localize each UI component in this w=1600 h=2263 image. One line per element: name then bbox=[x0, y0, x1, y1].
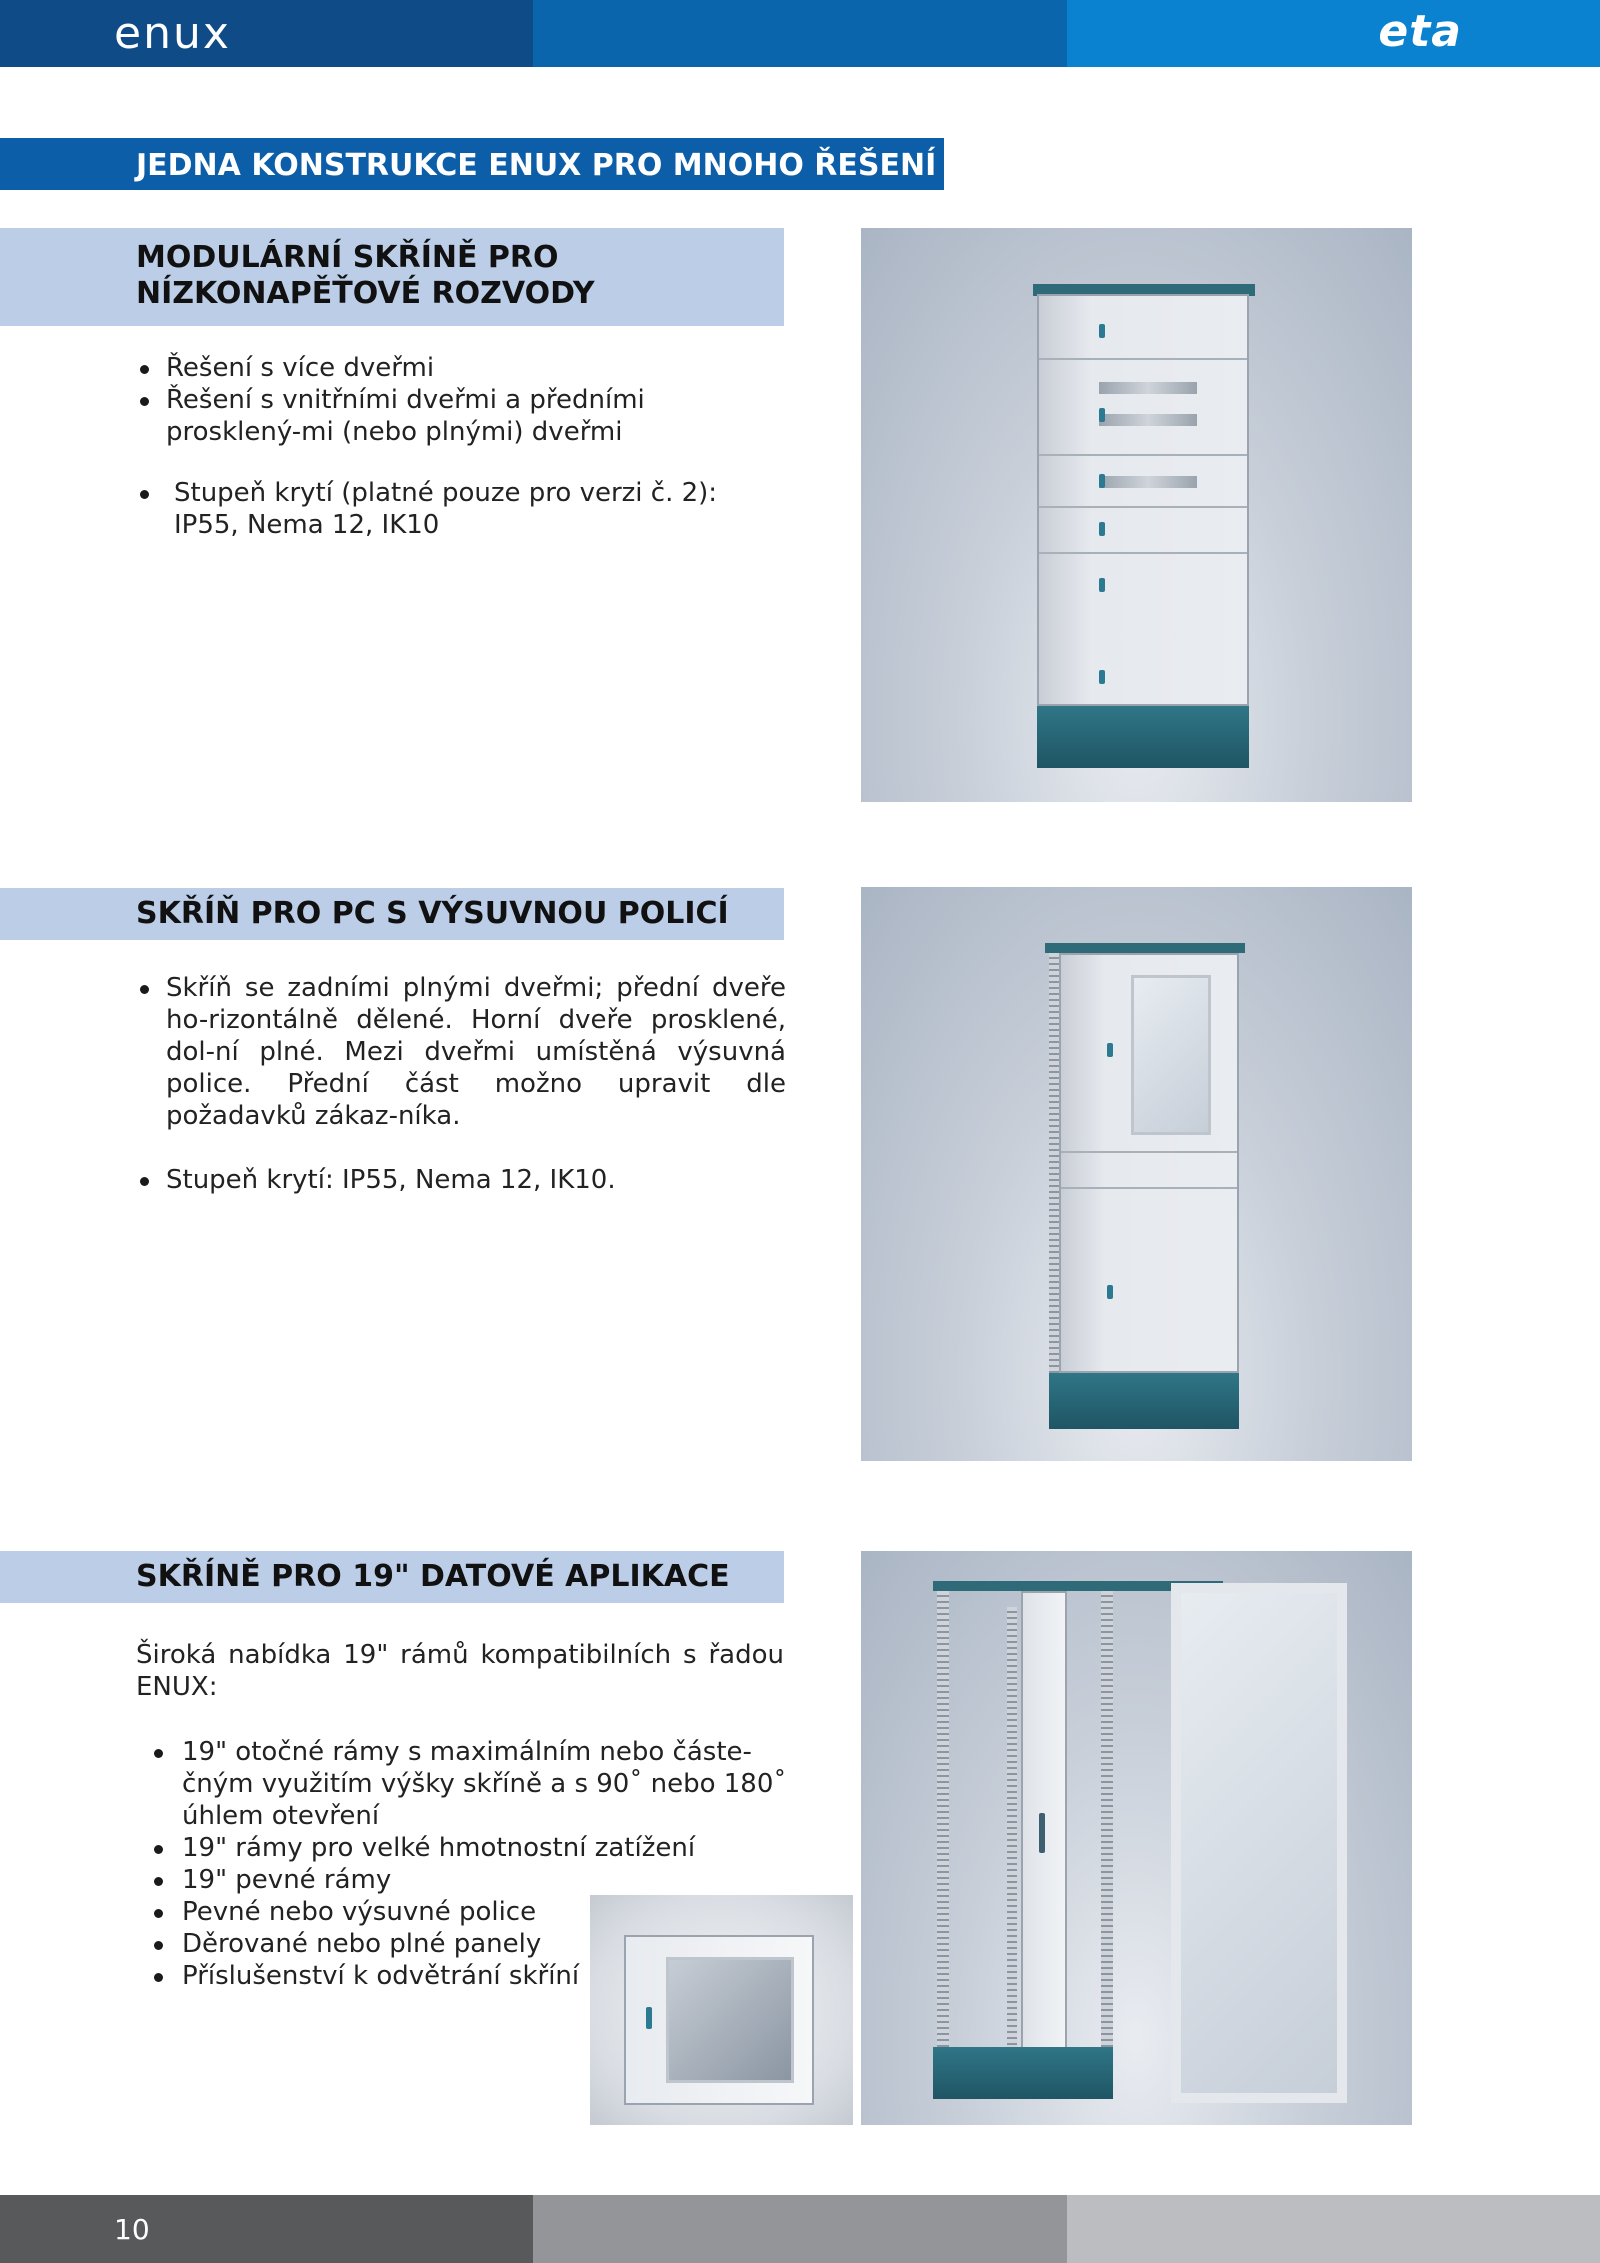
header-bar bbox=[0, 0, 1600, 67]
footer-bar bbox=[0, 2195, 1600, 2263]
swing-frame-rail bbox=[1007, 1607, 1017, 2047]
section-heading-modular bbox=[0, 228, 784, 326]
list-item: Stupeň krytí: IP55, Nema 12, IK10. bbox=[136, 1164, 786, 1196]
page-title-bar bbox=[0, 138, 944, 190]
door-handle-icon bbox=[1099, 670, 1105, 684]
cabinet-roof bbox=[1045, 943, 1245, 953]
page-number: 10 bbox=[114, 2213, 150, 2246]
open-glass-door bbox=[1171, 1583, 1347, 2103]
door-handle-icon bbox=[1099, 474, 1105, 488]
door-handle-icon bbox=[1099, 408, 1105, 422]
vent-slot bbox=[1099, 414, 1197, 426]
list-item: Skříň se zadními plnými dveřmi; přední dveře ho-rizontálně dělené. Horní dveře prosklené, dol-ní plné. Mezi dveřmi umístěná výsuvná police. Přední část možno upravit dle požadavků zákaz-níka. bbox=[136, 972, 786, 1132]
bullet-list-pc-cabinet bbox=[136, 972, 786, 1132]
door-handle-icon bbox=[1099, 578, 1105, 592]
list-item: 19" rámy pro velké hmotnostní zatížení bbox=[150, 1832, 790, 1864]
footer-segment-right bbox=[1067, 2195, 1600, 2263]
enux-logo: enux bbox=[114, 8, 231, 59]
door-divider bbox=[1039, 552, 1247, 554]
wall-cabinet-photo bbox=[590, 1895, 853, 2125]
cabinet-plinth bbox=[1037, 706, 1249, 768]
door-handle-icon bbox=[1099, 522, 1105, 536]
door-divider bbox=[1039, 506, 1247, 508]
vent-slot bbox=[1099, 476, 1197, 488]
section-heading-text: MODULÁRNÍ SKŘÍNĚ PRO NÍZKONAPĚŤOVÉ ROZVODY bbox=[136, 240, 595, 311]
list-item: Příslušenství k odvětrání skříní bbox=[150, 1960, 790, 1992]
vent-slot bbox=[1099, 382, 1197, 394]
glass-door-window bbox=[1131, 975, 1211, 1135]
list-item: Řešení s vnitřními dveřmi a předními prosklený-mi (nebo plnými) dveřmi bbox=[136, 384, 786, 448]
door-handle-icon bbox=[1107, 1043, 1113, 1057]
bullet-list-pc-protection bbox=[136, 1164, 786, 1196]
door-handle-icon bbox=[1107, 1285, 1113, 1299]
modular-cabinet-photo bbox=[861, 228, 1412, 802]
list-item: 19" pevné rámy bbox=[150, 1864, 790, 1896]
bullet-list-modular bbox=[136, 352, 786, 448]
list-item: Stupeň krytí (platné pouze pro verzi č. 2): IP55, Nema 12, IK10 bbox=[136, 477, 786, 541]
glass-door-window bbox=[666, 1957, 794, 2083]
cabinet-body bbox=[1059, 953, 1239, 1373]
data-rack-photo bbox=[861, 1551, 1412, 2125]
door-handle-icon bbox=[646, 2007, 652, 2029]
intro-paragraph-19inch: Široká nabídka 19" rámů kompatibilních s řadou ENUX: bbox=[136, 1640, 784, 1702]
door-handle-icon bbox=[1099, 324, 1105, 338]
header-segment-left bbox=[0, 0, 533, 67]
list-item: Pevné nebo výsuvné police bbox=[150, 1896, 790, 1928]
page-title: JEDNA KONSTRUKCE ENUX PRO MNOHO ŘEŠENÍ bbox=[136, 148, 937, 183]
bullet-list-modular-protection bbox=[136, 477, 786, 541]
section-heading-pc-cabinet bbox=[0, 888, 784, 940]
header-segment-right bbox=[1067, 0, 1600, 67]
list-item: Řešení s více dveřmi bbox=[136, 352, 786, 384]
footer-segment-middle bbox=[533, 2195, 1067, 2263]
door-divider bbox=[1061, 1151, 1237, 1153]
list-item: Děrované nebo plné panely bbox=[150, 1928, 790, 1960]
cabinet-plinth bbox=[1049, 1373, 1239, 1429]
door-divider bbox=[1039, 358, 1247, 360]
cabinet-plinth bbox=[933, 2047, 1113, 2099]
section-heading-19inch bbox=[0, 1551, 784, 1603]
header-segment-middle bbox=[533, 0, 1067, 67]
section-heading-text: SKŘÍNĚ PRO 19" DATOVÉ APLIKACE bbox=[136, 1559, 730, 1594]
cabinet-frame-rail bbox=[1101, 1591, 1113, 2051]
open-inner-door bbox=[1021, 1591, 1067, 2091]
cabinet-body bbox=[1037, 294, 1249, 706]
footer-segment-left bbox=[0, 2195, 533, 2263]
door-divider bbox=[1039, 454, 1247, 456]
door-handle-icon bbox=[1039, 1813, 1045, 1853]
door-divider bbox=[1061, 1187, 1237, 1189]
cabinet-frame-rail bbox=[937, 1591, 949, 2051]
pc-cabinet-photo bbox=[861, 887, 1412, 1461]
wall-cabinet-body bbox=[624, 1935, 814, 2105]
eta-logo: eta bbox=[1378, 6, 1462, 57]
section-heading-text: SKŘÍŇ PRO PC S VÝSUVNOU POLICÍ bbox=[136, 896, 729, 931]
list-item: 19" otočné rámy s maximálním nebo částe-čným využitím výšky skříně a s 90˚ nebo 180˚ úhlem otevření bbox=[150, 1736, 790, 1832]
